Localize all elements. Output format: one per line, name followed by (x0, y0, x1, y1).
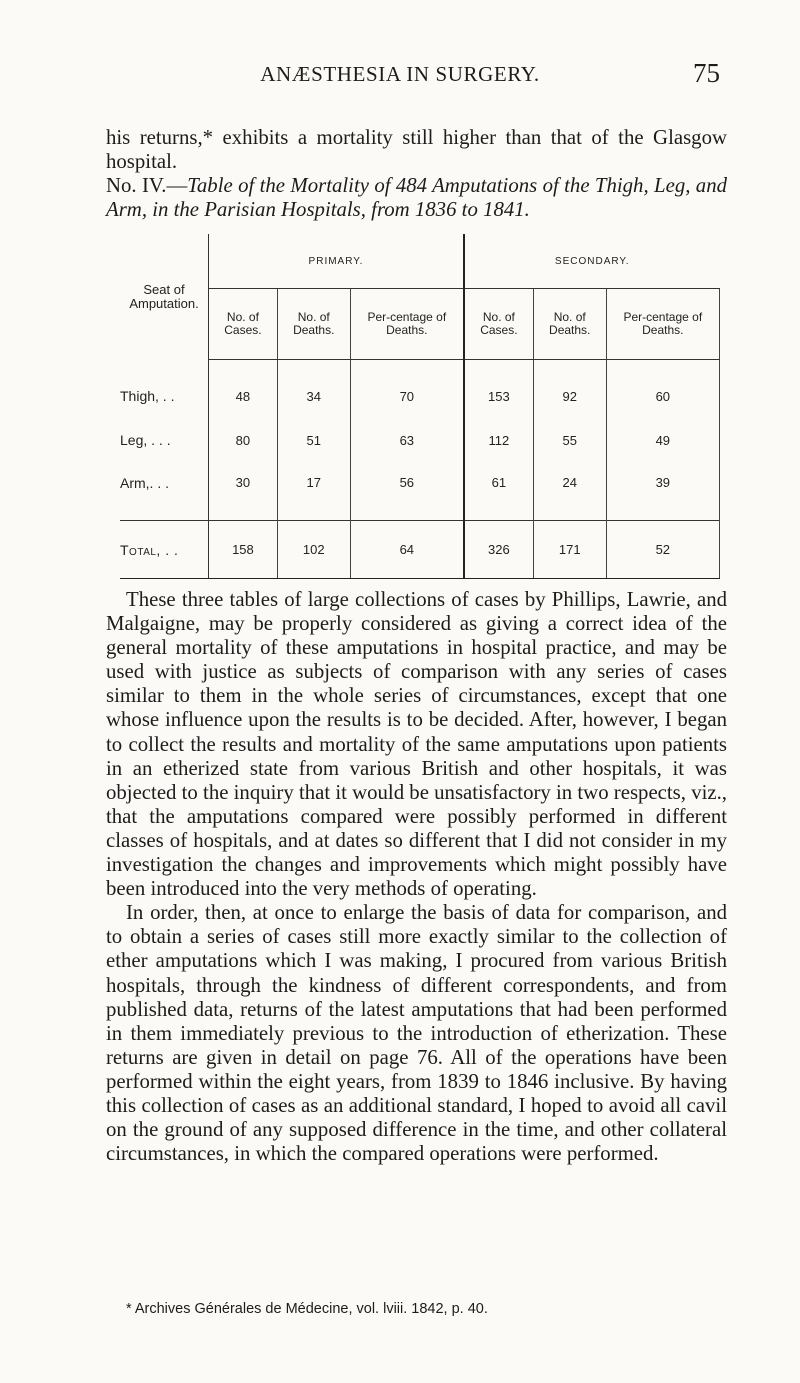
table-cell: 70 (350, 360, 464, 419)
table-number: No. IV.— (106, 174, 188, 197)
table-cell: 80 (209, 419, 278, 461)
table-cell: 171 (533, 521, 606, 579)
mortality-table (120, 234, 720, 579)
table-title: Table of the Mortality of 484 Amputations of the Thigh, Leg, and Arm, in the Parisian Hospitals, from 1836 to 1841. (106, 174, 727, 221)
table-cell: 61 (464, 461, 533, 503)
column-header: No. of Cases. (464, 289, 533, 360)
column-header: No. of Deaths. (533, 289, 606, 360)
table-cell: 55 (533, 419, 606, 461)
intro-paragraph: his returns,* exhibits a mortality still higher than that of the Glasgow hospital. (106, 126, 727, 173)
column-header: Per-centage of Deaths. (606, 289, 719, 360)
footnote: * Archives Générales de Médecine, vol. lviii. 1842, p. 40. (126, 1301, 488, 1317)
secondary-header: SECONDARY. (464, 234, 720, 289)
table-row (120, 360, 720, 419)
table-cell: 63 (350, 419, 464, 461)
column-header: Per-centage of Deaths. (350, 289, 464, 360)
mortality-table-container (120, 234, 720, 579)
table-cell: 112 (464, 419, 533, 461)
seat-header-label: Seat of Amputation. (129, 281, 199, 311)
table-cell: 48 (209, 360, 278, 419)
paragraph: In order, then, at once to enlarge the basis of data for comparison, and to obtain a series of cases still more exactly similar to the collection of ether amputations which I was making, I procured from various British hospitals, through the kindness of different correspondents, and from published data, returns of the latest amputations that had been performed in them immediately previous to the introduction of etherization. These returns are given in detail on page 76. All of the operations have been performed within the eight years, from 1839 to 1846 inclusive. By having this collection of cases as an additional standard, I hoped to avoid all cavil on the ground of any supposed difference in the time, and other collateral circumstances, in which the compared operations were performed. (106, 901, 727, 1166)
intro-block (106, 126, 727, 222)
table-cell: 30 (209, 461, 278, 503)
table-cell: 24 (533, 461, 606, 503)
row-label: Thigh, . . (120, 360, 209, 419)
row-label: Leg, . . . (120, 419, 209, 461)
table-cell: 153 (464, 360, 533, 419)
running-head: ANÆSTHESIA IN SURGERY. (260, 62, 540, 86)
paragraph: These three tables of large collections of cases by Phillips, Lawrie, and Malgaigne, may be properly considered as giving a correct idea of the general mortality of these amputations in hospital practice, and may be used with justice as subjects of comparison with any series of cases similar to them in the whole series of circumstances, except that one whose influence upon the results is to be decided. After, however, I began to collect the results and mortality of the same amputations upon patients in an etherized state from various British and other hospitals, it was objected to the inquiry that it would be unsatisfactory in two respects, viz., that the amputations compared were possibly performed in different classes of hospitals, and at dates so different that I did not consider in my investigation the changes and improvements which might possibly have been introduced into the very methods of operating. (106, 588, 727, 901)
table-row (120, 461, 720, 503)
seat-header (120, 234, 209, 360)
total-row (120, 521, 720, 579)
table-cell: 52 (606, 521, 719, 579)
column-header: No. of Deaths. (277, 289, 350, 360)
row-label: Arm,. . . (120, 461, 209, 503)
page-number: 75 (693, 58, 720, 88)
table-cell: 51 (277, 419, 350, 461)
table-cell: 39 (606, 461, 719, 503)
table-cell: 92 (533, 360, 606, 419)
table-cell: 17 (277, 461, 350, 503)
table-row (120, 419, 720, 461)
table-cell: 49 (606, 419, 719, 461)
column-header: No. of Cases. (209, 289, 278, 360)
table-cell: 64 (350, 521, 464, 579)
table-cell: 56 (350, 461, 464, 503)
total-label: Total, . . (120, 521, 209, 579)
table-cell: 326 (464, 521, 533, 579)
primary-header: PRIMARY. (209, 234, 464, 289)
table-cell: 102 (277, 521, 350, 579)
table-cell: 34 (277, 360, 350, 419)
table-spacer (120, 504, 720, 521)
table-cell: 158 (209, 521, 278, 579)
table-caption (106, 174, 727, 222)
table-cell: 60 (606, 360, 719, 419)
body-text (106, 588, 727, 1166)
